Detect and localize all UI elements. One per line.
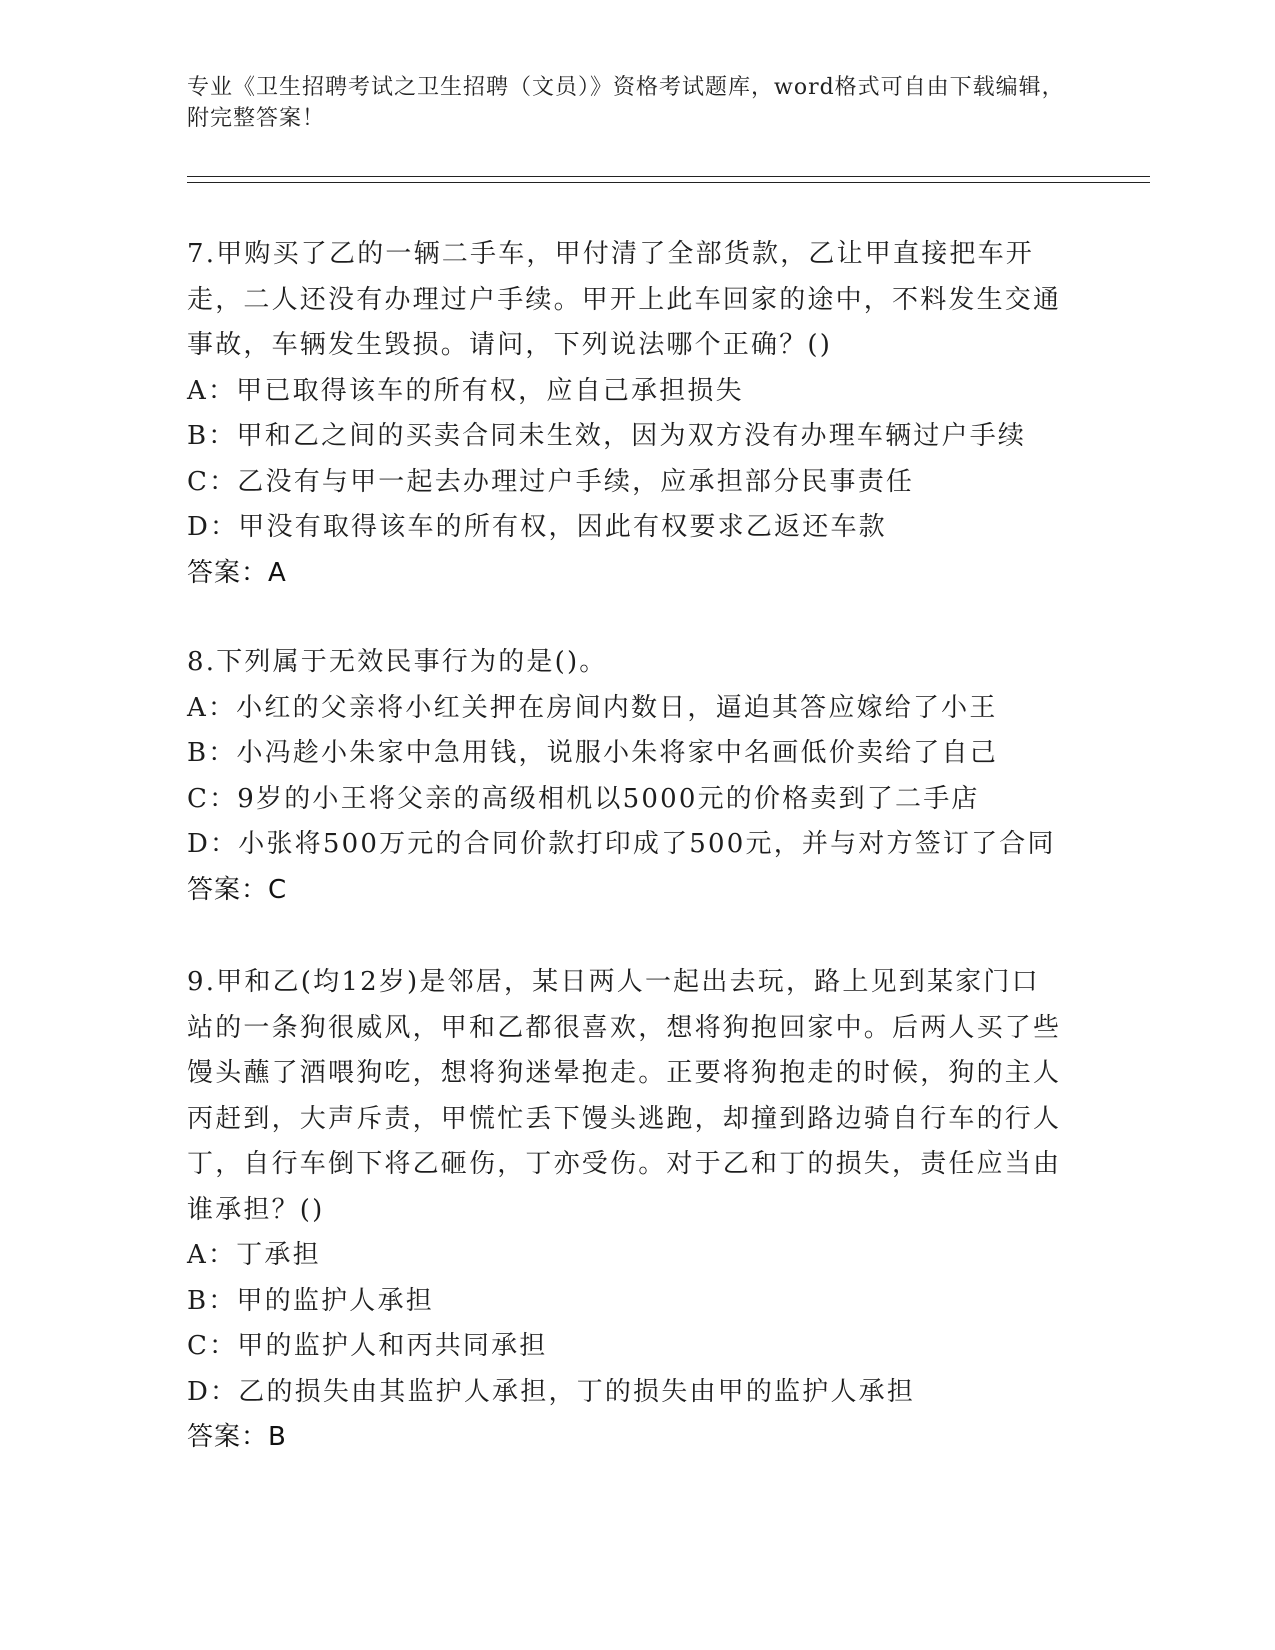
header-divider-top [187, 176, 1150, 177]
header-divider-bottom [187, 182, 1150, 183]
question-7 [187, 232, 1067, 596]
option-b: B：甲的监护人承担 [187, 1285, 434, 1316]
option-a: A：丁承担 [187, 1240, 321, 1270]
answer-line: 答案：B [187, 1422, 287, 1452]
option-c: C：甲的监护人和丙共同承担 [187, 1331, 548, 1361]
header-text: 专业《卫生招聘考试之卫生招聘（文员）》资格考试题库，word格式可自由下载编辑，附完整答案！ [187, 75, 1065, 131]
question-stem: 9.甲和乙(均12岁)是邻居，某日两人一起出去玩，路上见到某家门口站的一条狗很威风，甲和乙都很喜欢，想将狗抱回家中。后两人买了些馒头蘸了酒喂狗吃，想将狗迷晕抱走。正要将狗抱走的时候，狗的主人丙赶到，大声斥责，甲慌忙丢下馒头逃跑，却撞到路边骑自行车的行人丁，自行车倒下将乙砸伤，丁亦受伤。对于乙和丁的损失，责任应当由谁承担？() [187, 967, 1062, 1225]
option-b: B：甲和乙之间的买卖合同未生效，因为双方没有办理车辆过户手续 [187, 421, 1027, 451]
question-stem: 8.下列属于无效民事行为的是()。 [187, 647, 608, 677]
answer-line: 答案：A [187, 557, 287, 588]
option-d: D：甲没有取得该车的所有权，因此有权要求乙返还车款 [187, 512, 887, 542]
option-c: C：乙没有与甲一起去办理过户手续，应承担部分民事责任 [187, 466, 915, 497]
answer-line: 答案：C [187, 874, 288, 905]
option-a: A：甲已取得该车的所有权，应自己承担损失 [187, 375, 744, 406]
option-c: C：9岁的小王将父亲的高级相机以5000元的价格卖到了二手店 [187, 783, 980, 814]
option-d: D：乙的损失由其监护人承担，丁的损失由甲的监护人承担 [187, 1376, 916, 1407]
question-8 [187, 640, 1067, 913]
option-a: A：小红的父亲将小红关押在房间内数日，逼迫其答应嫁给了小王 [187, 692, 998, 723]
option-d: D：小张将500万元的合同价款打印成了500元，并与对方签订了合同 [187, 829, 1056, 859]
question-stem: 7.甲购买了乙的一辆二手车，甲付清了全部货款，乙让甲直接把车开走，二人还没有办理过户手续。甲开上此车回家的途中，不料发生交通事故，车辆发生毁损。请问，下列说法哪个正确？() [187, 239, 1062, 360]
question-9 [187, 960, 1067, 1461]
document-header [187, 72, 1067, 134]
option-b: B：小冯趁小朱家中急用钱，说服小朱将家中名画低价卖给了自己 [187, 738, 998, 768]
